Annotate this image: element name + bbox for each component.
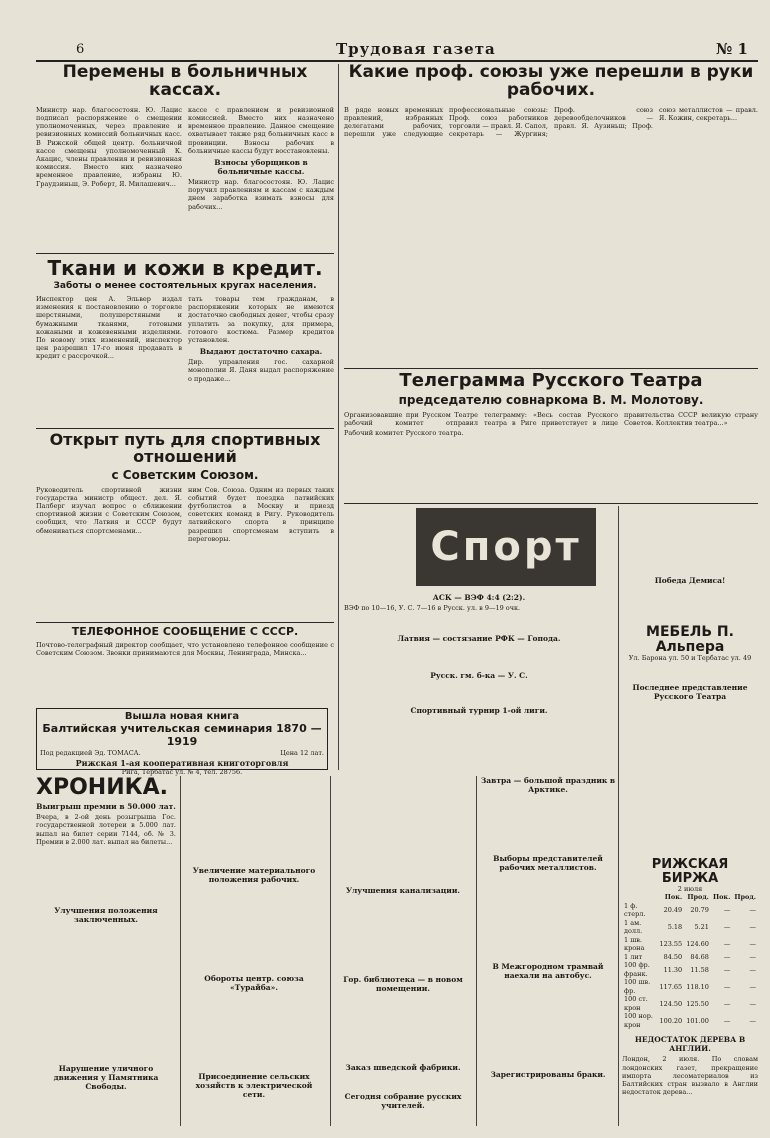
article-theater-telegram: [344, 372, 758, 500]
column-rule: [338, 64, 339, 770]
article-body: Вчера, в 2-ой день розыгрыша Гос. государственной лотереи в 5.000 лат. выпал на билет серии 7144, об. № 3. Премии в 2.000 лат. выпал на билеты...: [36, 813, 176, 846]
exchange-cell: 84.50: [663, 952, 683, 961]
exchange-cell: 20.49: [663, 906, 683, 915]
exchange-cell: —: [723, 965, 731, 974]
article-body: Организовавшие при Русском Театре рабочий комитет отправил телеграмму: «Весь состав Русского театра в Риге приветствует в лице правительства СССР великую страну Советов. Коллектив театра...»: [344, 410, 758, 428]
chronicle-title: ХРОНИКА.: [36, 775, 168, 800]
shop-name: МЕБЕЛЬ П. Альпера: [646, 624, 734, 655]
newspaper-title: Трудовая газета: [336, 40, 496, 58]
article-body: Дир. управления гос. сахарной монополии Я. Даня выдал распоряжение о продаже...: [188, 358, 334, 383]
column-rule: [180, 776, 181, 1126]
exchange-cell: —: [749, 940, 756, 949]
exchange-cell: 101.00: [686, 1016, 709, 1025]
article-body: Лондон, 2 июля. По словам лондонских газет, прекращение импорта лесоматериалов из Балтийских стран вызвало в Англии недостаток дерева...: [622, 1055, 758, 1097]
sub-heading: Зарегистрированы браки.: [490, 1070, 606, 1079]
exchange-cell: —: [723, 1016, 731, 1025]
subheadline: с Советским Союзом.: [111, 467, 259, 482]
notice-title: Победа Демиса!: [654, 576, 726, 585]
ad-title: Балтийская учительская семинария 1870 — 1919: [42, 722, 322, 748]
exchange-col-header: Прод.: [687, 893, 709, 902]
sub-heading: Улучшения канализации.: [345, 886, 461, 895]
sub-heading: Завтра — большой праздник в Арктике.: [480, 776, 616, 794]
sub-heading: Заказ шведской фабрики.: [345, 1063, 461, 1072]
issue-number: № 1: [716, 40, 748, 58]
chronicle-col-4: [480, 776, 616, 1126]
column-rule: [330, 776, 331, 1126]
article-body: В ряде новых временных правлений, избранных делегатами рабочих, перешли уже следующие профессиональные союзы: Проф. союз работников торговли — правл. Я. Сапол, секретарь — Жургиня; Проф. союз деревообделочников — правл. Я. Аузиньш; Проф. союз металлистов — правл. Я. Кожин, секретарь...: [344, 105, 758, 139]
article-textiles: [36, 258, 334, 426]
ad-editor: Под редакцией Эд. ТОМАСА.: [40, 749, 141, 757]
exchange-cell: 124.50: [659, 999, 683, 1008]
sub-heading: АСК — ВЭФ 4:4 (2:2).: [432, 593, 526, 602]
article-body: Руководитель спортивной жизни государства министр общест. дел. Я. Палберг изучал вопрос о сближении спортивной жизни с Советским Союзом, сообщил, что Латвия и СССР будут обмениваться спортсменами...: [36, 485, 182, 535]
exchange-row: [622, 953, 758, 962]
exchange-cell: —: [723, 999, 731, 1008]
exchange-cell: 124.60: [686, 940, 709, 949]
result-line: ВЭФ по 10—16, У. С. 7—16 в Русск. ул. в 9—19 очк.: [344, 604, 521, 612]
exchange-cell: 123.55: [659, 940, 683, 949]
sub-heading: Латвия — состязание РФК — Гопода.: [397, 634, 561, 644]
sub-heading: Обороты центр. союза «Турайба».: [204, 974, 304, 992]
theatre-note: Последнее представление Русского Театра: [632, 682, 748, 701]
article-unions: [344, 64, 758, 364]
exchange-row: [622, 919, 758, 936]
sub-heading: Взносы уборщиков в больничные кассы.: [214, 157, 308, 176]
exchange-cell: —: [749, 982, 756, 991]
divider: [36, 428, 334, 429]
exchange-section: [622, 858, 758, 1126]
headline: Телеграмма Русского Театра: [399, 370, 703, 391]
exchange-cell: —: [723, 906, 731, 915]
exchange-cell: 1 ам. долл.: [624, 918, 643, 936]
exchange-cell: —: [723, 982, 731, 991]
sub-heading: Выборы представителей рабочих металлистов.: [493, 854, 603, 872]
exchange-cell: 5.21: [694, 923, 709, 932]
exchange-cell: —: [749, 923, 756, 932]
exchange-row: [622, 902, 758, 919]
exchange-cell: 5.18: [667, 923, 683, 932]
exchange-cell: —: [723, 940, 731, 949]
sub-heading: Гор. библиотека — в новом помещении.: [343, 975, 463, 993]
subheadline: председателю совнаркома В. М. Молотову.: [398, 392, 704, 407]
divider: [36, 622, 334, 623]
exchange-cell: —: [749, 906, 756, 915]
exchange-row: [622, 961, 758, 978]
book-advertisement: [36, 708, 328, 776]
sub-heading: Увеличение материального положения рабочих.: [192, 866, 316, 884]
article-body: кассе с правлением и ревизионной комиссией. Вместо них назначено временное правление. Данное смещение охватывает также ряд больничных касс в провинции. Взносы рабочих в больничные кассы будут восстановлены.: [188, 105, 334, 155]
exchange-cell: 84.68: [690, 952, 709, 961]
exchange-cell: 100 шв. фр.: [624, 978, 651, 995]
exchange-row: [622, 1012, 758, 1029]
headline: Открыт путь для спортивных отношений: [49, 430, 321, 466]
sub-heading: НЕДОСТАТОК ДЕРЕВА В АНГЛИИ.: [634, 1035, 746, 1054]
exchange-date: 2 июля: [677, 885, 703, 894]
exchange-title: РИЖСКАЯ БИРЖА: [651, 857, 729, 886]
exchange-cell: —: [723, 923, 731, 932]
article-body: Министр нар. благосостоян. Ю. Лацис подписал распоряжение о смещении уполномоченных, через правление и ревизионных комиссий больничных касс. В Рижской общей центр. больничной кассе смещены уполномоченный К. Акацис, члены правления и ревизионная комиссия. Вместо них назначено временное правление, избраны Ю. Граудзиньш, Э. Роберт, Я. Милашевич...: [36, 105, 182, 188]
sub-heading: Улучшения положения заключенных.: [54, 905, 158, 924]
exchange-cell: —: [749, 999, 756, 1008]
exchange-table: [622, 893, 758, 1029]
exchange-col-header: Пок.: [712, 893, 731, 902]
headline: ТЕЛЕФОННОЕ СООБЩЕНИЕ С СССР.: [71, 625, 299, 638]
exchange-cell: 20.79: [690, 906, 709, 915]
exchange-cell: —: [749, 952, 756, 961]
sub-heading: Присоединение сельских хозяйств к электрической сети.: [195, 1072, 313, 1099]
signature: Рабочий комитет Русского театра.: [344, 429, 464, 438]
exchange-row: [622, 978, 758, 995]
ad-address: Рига, Тербатас ул. № 4, тел. 28756.: [121, 768, 243, 776]
ad-line: Вышла новая книга: [124, 711, 240, 722]
exchange-cell: 125.50: [686, 999, 709, 1008]
sport-heading-banner: Спорт: [416, 508, 596, 586]
article-phones: [36, 626, 334, 704]
exchange-row: [622, 995, 758, 1012]
exchange-cell: 100.20: [659, 1016, 683, 1025]
announcements: [622, 506, 758, 726]
article-body: Министр нар. благосостоян. Ю. Лацис поручил правлениям и кассам с каждым днем заработка взимать взносы для рабочих...: [188, 177, 334, 211]
exchange-cell: —: [749, 1016, 756, 1025]
masthead: [36, 40, 758, 62]
sub-heading: Русск. гм. б-ка — У. С.: [430, 671, 528, 681]
exchange-cell: 100 нор. крон: [624, 1012, 653, 1029]
exchange-cell: —: [723, 952, 731, 961]
article-hospitals: [36, 64, 334, 250]
article-body: Почтово-телеграфный директор сообщает, что установлено телефонное сообщение с Советским Союзом. Звонки принимаются для Москвы, Ленинграда, Минска...: [36, 640, 334, 657]
divider: [344, 503, 758, 504]
exchange-cell: 11.58: [690, 965, 709, 974]
exchange-col-header: Пок.: [664, 893, 683, 902]
article-sports: [36, 432, 334, 620]
sub-heading: Нарушение уличного движения у Памятника Свободы.: [53, 1063, 159, 1091]
exchange-col-header: [622, 893, 657, 902]
sub-heading: Выдают достаточно сахара.: [199, 347, 323, 357]
exchange-cell: 117.65: [659, 982, 683, 991]
sub-heading: Спортивный турнир 1-ой лиги.: [410, 706, 548, 716]
exchange-cell: —: [749, 965, 756, 974]
ad-publisher: Рижская 1-ая кооперативная книготорговля: [75, 758, 289, 768]
sub-heading: В Межгородном трамвай наехали на автобус.: [492, 962, 604, 980]
headline: Перемены в больничных кассах.: [62, 62, 308, 100]
exchange-cell: 100 ст. крон: [624, 995, 648, 1012]
exchange-cell: 11.30: [663, 965, 683, 974]
article-body: ним Сов. Союза. Одним из первых таких событий будет поездка латвийских футболистов в Москву и приезд советских команд в Ригу. Руководитель латвийского спорта в принципе разрешил спортсменам вступить в переговоры.: [188, 485, 334, 543]
headline: Ткани и кожи в кредит.: [47, 256, 323, 280]
divider: [36, 253, 334, 254]
exchange-cell: 100 фр. франк.: [624, 961, 650, 978]
exchange-cell: 118.10: [686, 982, 709, 991]
exchange-cell: 1 лит: [624, 952, 643, 961]
exchange-col-header: Прод.: [734, 893, 756, 902]
sub-heading: Выигрыш премии в 50.000 лат.: [36, 802, 176, 812]
article-body: Инспектор цен А. Эльвер издал изменения к постановлению о торговле шерстяными, полушерстяными и бумажными тканями, готовыми кожаными и кожевенными изделиями. По новому этих изменений, инспектор цен разрешил 17-го июня продавать в кредит с рассрочкой...: [36, 295, 182, 361]
headline: Какие проф. союзы уже перешли в руки рабочих.: [348, 62, 754, 100]
subheadline: Заботы о менее состоятельных кругах населения.: [53, 281, 317, 291]
page-number: 6: [76, 42, 85, 57]
article-sport-results: [344, 590, 614, 770]
divider: [344, 368, 758, 369]
exchange-cell: 1 шв. крона: [624, 935, 645, 953]
exchange-cell: 1 ф. стерл.: [624, 901, 646, 919]
chronicle-col-3: [334, 776, 472, 1126]
chronicle-col-1: [36, 776, 176, 1126]
exchange-row: [622, 936, 758, 953]
chronicle-col-2: [184, 776, 324, 1126]
shop-address: Ул. Барона ул. 50 и Тербатас ул. 49: [628, 654, 752, 663]
ad-price: Цена 12 лат.: [280, 749, 324, 757]
sub-heading: Сегодня собрание русских учителей.: [344, 1092, 462, 1110]
column-rule: [618, 506, 619, 1126]
column-rule: [476, 776, 477, 1126]
article-body: тать товары тем гражданам, в распоряжении которых не имеются достаточно свободных денег, чтобы сразу уплатить за покупку, для примера, готового костюма. Размер кредитов установлен.: [188, 295, 334, 345]
